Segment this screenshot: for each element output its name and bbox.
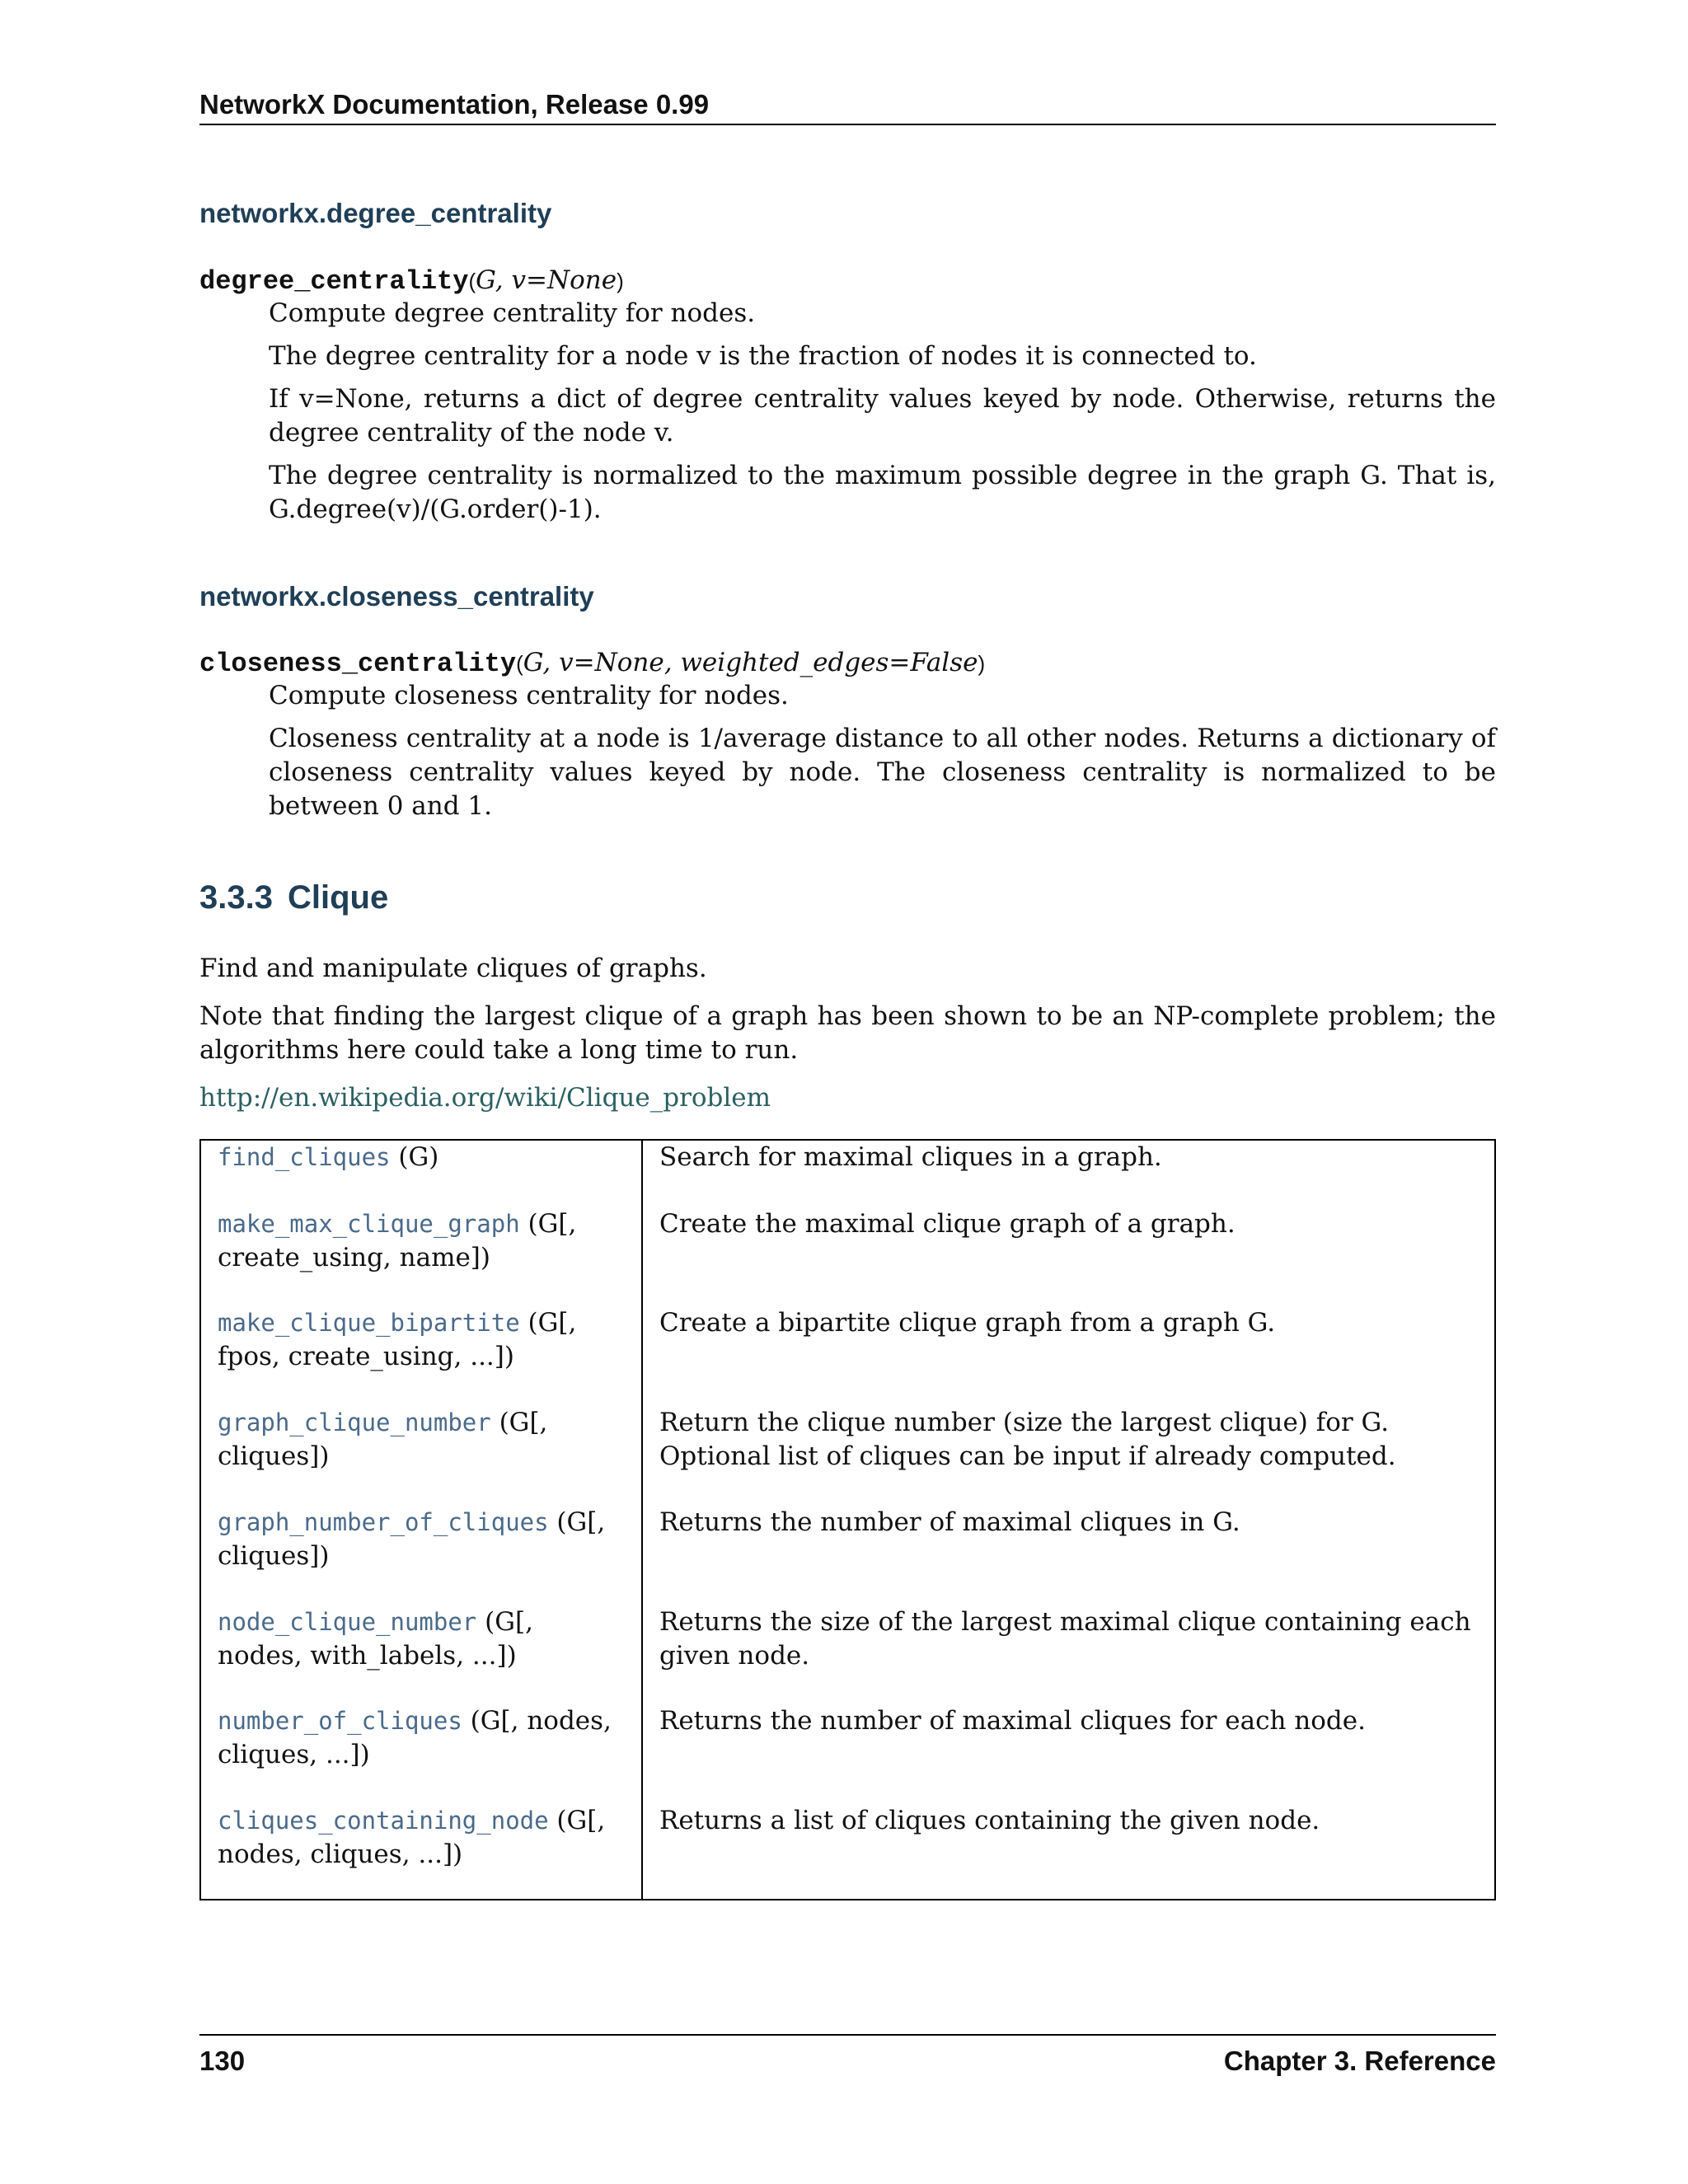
function-signature-cell [200,1506,642,1605]
chapter-label: Chapter 3. Reference [1223,2046,1496,2076]
function-args: (G[, create_using, name]) [218,1208,577,1272]
function-args: (G[, nodes, cliques, ...]) [218,1706,612,1770]
function-link[interactable]: make_max_clique_graph [218,1209,520,1238]
header-title: NetworkX Documentation, Release 0.99 [199,89,710,120]
function-link[interactable]: node_clique_number [218,1607,477,1636]
function-signature-cell [200,1804,642,1900]
function-link[interactable]: make_clique_bipartite [218,1309,520,1338]
function-signature-cell [200,1704,642,1804]
function-args: (G[, cliques]) [218,1408,548,1472]
function-link[interactable]: find_cliques [218,1143,391,1171]
table-row [200,1605,1495,1705]
page-header [199,89,1496,125]
clique-intro: Find and manipulate cliques of graphs. [199,954,707,983]
closeness-centrality-description [269,679,1496,823]
function-args: (G[, nodes, with_labels, ...]) [218,1606,533,1671]
function-signature-cell [200,1605,642,1705]
function-link[interactable]: number_of_cliques [218,1707,462,1736]
table-row [200,1207,1495,1307]
page-footer [199,2034,1496,2077]
closeness-centrality-heading: networkx.closeness_centrality [199,581,594,612]
function-name: closeness_centrality [199,649,517,679]
function-signature-cell [200,1207,642,1307]
function-description: Create a bipartite clique graph from a graph G. [659,1308,1276,1338]
table-row [200,1140,1495,1207]
table-row [200,1306,1495,1406]
function-description: Return the clique number (size the largest clique) for G. Optional list of cliques can be input if already computed. [659,1408,1396,1472]
function-signature-cell [200,1140,642,1207]
function-args: (G[, fpos, create_using, ...]) [218,1308,577,1372]
function-description: Search for maximal cliques in a graph. [659,1142,1162,1172]
function-args: (G[, cliques]) [218,1507,606,1571]
function-args: (G) [390,1142,439,1172]
function-description: Returns the number of maximal cliques in G. [659,1507,1240,1537]
function-description: Returns a list of cliques containing the given node. [659,1806,1320,1836]
function-description: Create the maximal clique graph of a graph. [659,1208,1236,1239]
description-paragraph: The degree centrality for a node v is the fraction of nodes it is connected to. [269,341,1257,371]
function-description: Returns the size of the largest maximal clique containing each given node. [659,1606,1471,1671]
clique-function-table [199,1139,1496,1900]
table-row [200,1406,1495,1506]
function-description: Returns the number of maximal cliques for each node. [659,1706,1366,1736]
section-number: 3.3.3 [199,879,273,916]
description-paragraph: The degree centrality is normalized to the maximum possible degree in the graph G. That is, G.degree(v)/(G.order()-1). [269,461,1496,524]
clique-note: Note that finding the largest clique of a graph has been shown to be an NP-complete problem; the algorithms here could take a long time to run. [199,1001,1496,1065]
section-name: Clique [287,879,389,916]
table-row [200,1704,1495,1804]
section-title [199,879,388,916]
description-paragraph: Compute degree centrality for nodes. [269,298,756,328]
function-link[interactable]: cliques_containing_node [218,1807,549,1835]
description-paragraph: If v=None, returns a dict of degree centrality values keyed by node. Otherwise, returns the degree centrality of the node v. [269,384,1496,448]
degree-centrality-heading: networkx.degree_centrality [199,198,552,228]
function-signature-cell [200,1306,642,1406]
function-args: (G[, nodes, cliques, ...]) [218,1806,606,1870]
function-signature-cell [200,1406,642,1506]
description-paragraph: Compute closeness centrality for nodes. [269,681,789,710]
degree-centrality-description [269,297,1496,527]
table-row [200,1506,1495,1605]
degree-centrality-signature: degree_centrality(G, v=None) [199,265,624,297]
description-paragraph: Closeness centrality at a node is 1/average distance to all other nodes. Returns a dictionary of closeness centrality values keyed by node. The closeness centrality is normalized to be between 0 and 1. [269,724,1496,821]
function-name: degree_centrality [199,266,469,297]
function-params: G, v=None [476,265,617,295]
closeness-centrality-signature: closeness_centrality(G, v=None, weighted_edges=False) [199,648,986,679]
function-link[interactable]: graph_clique_number [218,1408,491,1437]
function-link[interactable]: graph_number_of_cliques [218,1507,549,1536]
clique-problem-link[interactable]: http://en.wikipedia.org/wiki/Clique_problem [199,1083,771,1113]
page-number: 130 [199,2046,246,2076]
function-params: G, v=None, weighted_edges=False [523,648,978,677]
table-row [200,1804,1495,1900]
